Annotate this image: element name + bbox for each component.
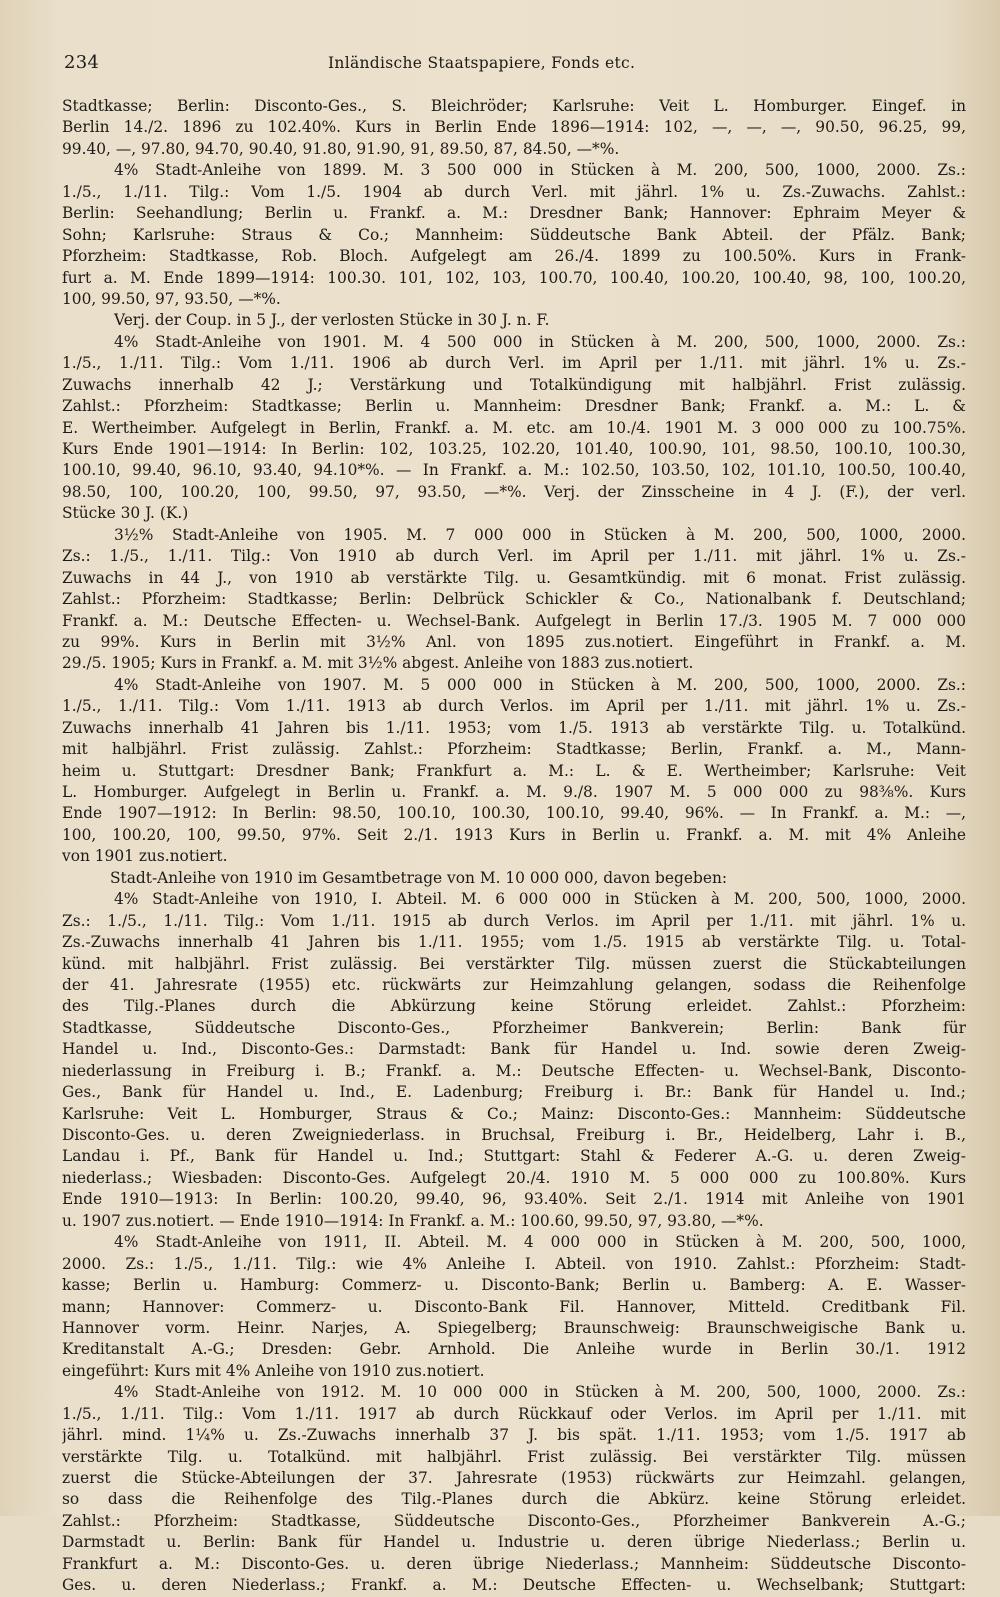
- text-line: zu 99%. Kurs in Berlin mit 3½% Anl. von 1895 zus.notiert. Eingeführt in Frankf. a. M.: [62, 632, 966, 651]
- text-line: des Tilg.-Planes durch die Abkürzung keine Störung erleidet. Zahlst.: Pforzheim:: [62, 997, 966, 1016]
- text-line: verstärkte Tilg. u. Totalkünd. mit halbjährl. Frist zulässig. Bei verstärkter Tilg. müssen: [62, 1447, 966, 1466]
- text-line: 3½% Stadt-Anleihe von 1905. M. 7 000 000 in Stücken à M. 200, 500, 1000, 2000.: [114, 525, 966, 544]
- text-line: Ende 1907—1912: In Berlin: 98.50, 100.10, 100.30, 100.10, 99.40, 96%. — In Frankf. a. M.: —,: [62, 804, 966, 823]
- text-line: Pforzheim: Stadtkasse, Rob. Bloch. Aufgelegt am 26./4. 1899 zu 100.50%. Kurs in Frank-: [62, 247, 966, 266]
- text-line: heim u. Stuttgart: Dresdner Bank; Frankfurt a. M.: L. & E. Wertheimber; Karlsruhe: Veit: [62, 761, 966, 780]
- text-line: Darmstadt u. Berlin: Bank für Handel u. Industrie u. deren übrige Niederlass.; Berlin u.: [62, 1533, 966, 1552]
- text-line: Stadtkasse, Süddeutsche Disconto-Ges., Pforzheimer Bankverein; Berlin: Bank für: [62, 1018, 966, 1037]
- text-line: Sohn; Karlsruhe: Straus & Co.; Mannheim: Süddeutsche Bank Abteil. der Pfälz. Bank;: [62, 225, 966, 244]
- text-line: Zuwachs innerhalb 42 J.; Verstärkung und Totalkündigung mit halbjährl. Frist zulässig.: [62, 375, 966, 394]
- text-line: Ende 1910—1913: In Berlin: 100.20, 99.40, 96, 93.40%. Seit 2./1. 1914 mit Anleihe von 1901: [62, 1190, 966, 1209]
- text-line: künd. mit halbjährl. Frist zulässig. Bei verstärkter Tilg. müssen zuerst die Stückabteilungen: [62, 954, 966, 973]
- text-line: 100, 100.20, 100, 99.50, 97%. Seit 2./1. 1913 Kurs in Berlin u. Frankf. a. M. mit 4% Anleihe: [62, 825, 966, 844]
- text-line: Zahlst.: Pforzheim: Stadtkasse; Berlin u. Mannheim: Dresdner Bank; Frankf. a. M.: L. &: [62, 397, 966, 416]
- text-line: Disconto-Ges. u. deren Zweigniederlass. in Bruchsal, Freiburg i. Br., Heidelberg, Lahr i. B.,: [62, 1126, 966, 1144]
- text-line: Stadt-Anleihe von 1910 im Gesamtbetrage von M. 10 000 000, davon begeben:: [110, 868, 728, 887]
- text-line: Zuwachs innerhalb 41 Jahren bis 1./11. 1953; vom 1./5. 1913 ab verstärkte Tilg. u. Totalkünd.: [62, 718, 966, 737]
- text-line: Kreditanstalt A.-G.; Dresden: Gebr. Arnhold. Die Anleihe wurde in Berlin 30./1. 1912: [62, 1340, 966, 1359]
- text-line: mit halbjährl. Frist zulässig. Zahlst.: Pforzheim: Stadtkasse; Berlin, Frankf. a. M., Mann-: [62, 740, 966, 759]
- text-line: jährl. mind. 1¼% u. Zs.-Zuwachs innerhalb 37 J. bis spät. 1./11. 1953; vom 1./5. 1917 ab: [62, 1426, 966, 1445]
- text-line: furt a. M. Ende 1899—1914: 100.30. 101, 102, 103, 100.70, 100.40, 100.20, 100.40, 98, 100, 100.20,: [62, 268, 966, 287]
- text-line: Zs.: 1./5., 1./11. Tilg.: Vom 1./11. 1915 ab durch Verlos. im April per 1./11. mit jährl. 1% u.: [62, 911, 966, 930]
- running-title: Inländische Staatspapiere, Fonds etc.: [328, 54, 636, 72]
- text-line: niederlass.; Wiesbaden: Disconto-Ges. Aufgelegt 20./4. 1910 M. 5 000 000 zu 100.80%. Kurs: [62, 1168, 966, 1187]
- text-line: Stücke 30 J. (K.): [62, 504, 189, 523]
- running-header: [62, 52, 966, 78]
- text-line: kasse; Berlin u. Hamburg: Commerz- u. Disconto-Bank; Berlin u. Bamberg: A. E. Wasser-: [62, 1276, 966, 1295]
- text-line: Ges., Bank für Handel u. Ind., E. Ladenburg; Freiburg i. Br.: Bank für Handel u. Ind.;: [62, 1083, 966, 1102]
- text-line: 29./5. 1905; Kurs in Frankf. a. M. mit 3½% abgest. Anleihe von 1883 zus.notiert.: [62, 654, 694, 673]
- text-line: Stadtkasse; Berlin: Disconto-Ges., S. Bleichröder; Karlsruhe: Veit L. Homburger. Eingef. in: [62, 97, 966, 115]
- text-line: von 1901 zus.notiert.: [62, 847, 228, 866]
- text-line: 4% Stadt-Anleihe von 1912. M. 10 000 000 in Stücken à M. 200, 500, 1000, 2000. Zs.:: [114, 1383, 966, 1402]
- text-line: eingeführt: Kurs mit 4% Anleihe von 1910 zus.notiert.: [62, 1361, 485, 1380]
- text-line: Verj. der Coup. in 5 J., der verlosten Stücke in 30 J. n. F.: [114, 311, 550, 330]
- body-text: [62, 96, 966, 1597]
- text-line: 4% Stadt-Anleihe von 1901. M. 4 500 000 in Stücken à M. 200, 500, 1000, 2000. Zs.:: [114, 332, 966, 351]
- text-line: L. Homburger. Aufgelegt in Berlin u. Frankf. a. M. 9./8. 1907 M. 5 000 000 zu 98⅜%. Kurs: [62, 783, 966, 801]
- text-line: 4% Stadt-Anleihe von 1899. M. 3 500 000 in Stücken à M. 200, 500, 1000, 2000. Zs.:: [114, 161, 966, 180]
- text-line: 98.50, 100, 100.20, 100, 99.50, 97, 93.50, —*%. Verj. der Zinsscheine in 4 J. (F.), der verl.: [62, 482, 966, 501]
- text-line: Ges. u. deren Niederlass.; Frankf. a. M.: Deutsche Effecten- u. Wechselbank; Stuttgart:: [62, 1576, 966, 1595]
- text-line: Berlin 14./2. 1896 zu 102.40%. Kurs in Berlin Ende 1896—1914: 102, —, —, —, 90.50, 96.25, 99,: [62, 118, 966, 137]
- text-line: zuerst die Stücke-Abteilungen der 37. Jahresrate (1953) rückwärts zur Heimzahl. gelangen,: [62, 1469, 966, 1487]
- text-line: mann; Hannover: Commerz- u. Disconto-Bank Fil. Hannover, Mitteld. Creditbank Fil.: [62, 1297, 966, 1316]
- text-line: Landau i. Pf., Bank für Handel u. Ind.; Stuttgart: Stahl & Federer A.-G. u. deren Zweig-: [62, 1147, 966, 1166]
- text-line: 1./5., 1./11. Tilg.: Vom 1./5. 1904 ab durch Verl. mit jährl. 1% u. Zs.-Zuwachs. Zahlst.:: [62, 182, 966, 201]
- text-line: 4% Stadt-Anleihe von 1907. M. 5 000 000 in Stücken à M. 200, 500, 1000, 2000. Zs.:: [114, 675, 966, 694]
- text-line: niederlassung in Freiburg i. B.; Frankf. a. M.: Deutsche Effecten- u. Wechsel-Bank, Disconto-: [62, 1061, 966, 1080]
- text-line: 1./5., 1./11. Tilg.: Vom 1./11. 1917 ab durch Rückkauf oder Verlos. im April per 1./11. mit: [62, 1404, 966, 1423]
- text-line: so dass die Reihenfolge des Tilg.-Planes durch die Abkürz. keine Störung erleidet.: [62, 1490, 966, 1509]
- text-line: Zs.-Zuwachs innerhalb 41 Jahren bis 1./11. 1955; vom 1./5. 1915 ab verstärkte Tilg. u. Total-: [62, 933, 966, 952]
- text-line: 1./5., 1./11. Tilg.: Vom 1./11. 1906 ab durch Verl. im April per 1./11. mit jährl. 1% u. Zs.-: [62, 354, 966, 373]
- text-line: 2000. Zs.: 1./5., 1./11. Tilg.: wie 4% Anleihe I. Abteil. von 1910. Zahlst.: Pforzheim: Stadt-: [62, 1254, 966, 1273]
- page-number: 234: [64, 52, 100, 73]
- text-line: Kurs Ende 1901—1914: In Berlin: 102, 103.25, 102.20, 101.40, 100.90, 101, 98.50, 100.10, 100.30,: [62, 440, 966, 458]
- text-line: Zuwachs in 44 J., von 1910 ab verstärkte Tilg. u. Gesamtkündig. mit 6 monat. Frist zulässig.: [62, 568, 966, 587]
- text-line: Frankfurt a. M.: Disconto-Ges. u. deren übrige Niederlass.; Mannheim: Süddeutsche Disconto-: [62, 1554, 966, 1573]
- text-line: E. Wertheimber. Aufgelegt in Berlin, Frankf. a. M. etc. am 10./4. 1901 M. 3 000 000 zu 100.75%.: [62, 418, 966, 437]
- text-line: Hannover vorm. Heinr. Narjes, A. Spiegelberg; Braunschweig: Braunschweigische Bank u.: [62, 1318, 966, 1337]
- text-line: u. 1907 zus.notiert. — Ende 1910—1914: In Frankf. a. M.: 100.60, 99.50, 97, 93.80, —*%.: [62, 1211, 764, 1230]
- text-line: Zahlst.: Pforzheim: Stadtkasse, Süddeutsche Disconto-Ges., Pforzheimer Bankverein A.-G.;: [62, 1511, 966, 1530]
- text-line: Frankf. a. M.: Deutsche Effecten- u. Wechsel-Bank. Aufgelegt in Berlin 17./3. 1905 M. 7 000 000: [62, 611, 966, 630]
- text-line: Berlin: Seehandlung; Berlin u. Frankf. a. M.: Dresdner Bank; Hannover: Ephraim Meyer &: [62, 204, 966, 223]
- text-line: Karlsruhe: Veit L. Homburger, Straus & Co.; Mainz: Disconto-Ges.: Mannheim: Süddeutsche: [62, 1104, 966, 1123]
- text-line: 100, 99.50, 97, 93.50, —*%.: [62, 289, 281, 308]
- text-line: 1./5., 1./11. Tilg.: Vom 1./11. 1913 ab durch Verlos. im April per 1./11. mit jährl. 1% u. Zs.-: [62, 697, 966, 716]
- text-line: Zs.: 1./5., 1./11. Tilg.: Von 1910 ab durch Verl. im April per 1./11. mit jährl. 1% u. Zs.-: [62, 547, 966, 566]
- text-line: Zahlst.: Pforzheim: Stadtkasse; Berlin: Delbrück Schickler & Co., Nationalbank f. Deutschland;: [62, 590, 966, 609]
- text-line: 100.10, 99.40, 96.10, 93.40, 94.10*%. — In Frankf. a. M.: 102.50, 103.50, 102, 101.10, 100.50, 100.40,: [62, 461, 966, 480]
- text-line: 4% Stadt-Anleihe von 1911, II. Abteil. M. 4 000 000 in Stücken à M. 200, 500, 1000,: [114, 1233, 966, 1252]
- text-line: 99.40, —, 97.80, 94.70, 90.40, 91.80, 91.90, 91, 89.50, 87, 84.50, —*%.: [62, 139, 620, 158]
- text-line: der 41. Jahresrate (1955) etc. rückwärts zur Heimzahlung gelangen, sodass die Reihenfolge: [62, 975, 966, 994]
- text-line: 4% Stadt-Anleihe von 1910, I. Abteil. M. 6 000 000 in Stücken à M. 200, 500, 1000, 2000.: [114, 890, 966, 909]
- text-line: Handel u. Ind., Disconto-Ges.: Darmstadt: Bank für Handel u. Ind. sowie deren Zweig-: [62, 1040, 966, 1059]
